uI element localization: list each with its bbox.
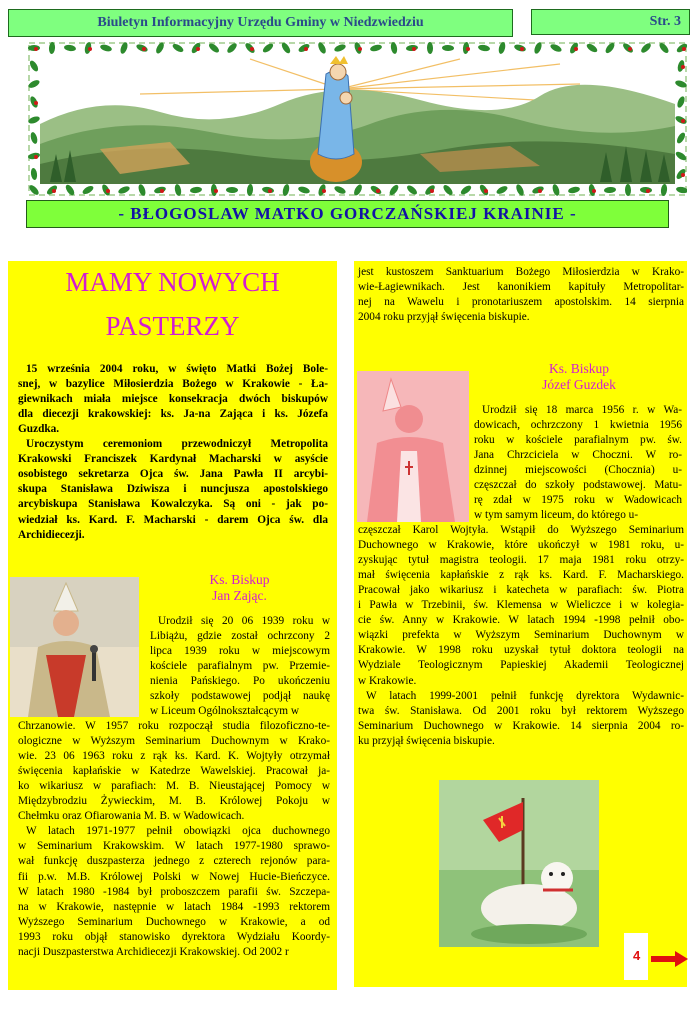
text-line: 1993 roku objął stanowisko dyrektora Wydziału Koordy-	[18, 930, 330, 943]
text-line: wie-Łagiewnikach. Jest kanonikiem kapituły Metropolitar-	[358, 281, 684, 294]
text-line: dla diecezji krakowskiej: ks. Ja-na Zająca i ks. Józefa	[18, 408, 328, 421]
text-line: wiedział ks. Kard. F. Macharski - darem Ojca św. dla	[18, 513, 328, 526]
text-line: Krakowski Franciszek Kardynał Macharski w asyście	[18, 453, 328, 466]
text-line: jest kustoszem Sanktuarium Bożego Miłosierdzia w Krako-	[358, 266, 684, 278]
text-line: nej na Wawelu i pronotariuszem apostolskim. 14 sierpnia	[358, 296, 684, 309]
text-line: wie. 23 06 1963 roku z rąk ks. Kard. K. Wojtyły otrzymał	[18, 750, 330, 763]
text-line: W latach 1980 -1984 był proboszczem parafii św. Szczepa-	[18, 885, 330, 898]
text-line: W latach 1999-2001 pełnił funkcję dyrektora Wydawnic-	[366, 689, 684, 702]
text-line: kościele parafialnym pw. Przemie-	[150, 660, 330, 673]
text-line: arcybiskupa Stanisława Kowalczyka. Są oni - jak po-	[18, 498, 328, 511]
article-column-right	[354, 261, 687, 987]
text-line: nacji Duszpasterstwa Archidiecezji Krakowskiej. Od 2002 r	[18, 945, 289, 958]
text-line: Chrzanowie. W 1957 roku rozpoczął studia filozoficzno-te-	[18, 720, 330, 732]
text-line: skupa Stanisława Dziwisza i nuncjusza apostolskiego	[18, 483, 328, 496]
text-line: Chełmku oraz Ofiarowania M. B. w Wadowicach.	[18, 810, 245, 823]
text-line: Libiążu, gdzie został ochrzcony 2	[150, 630, 330, 643]
text-line: dzinnej miejscowości (Chocznia) u-	[474, 464, 682, 477]
text-line: rę zdał w 1975 roku w Wadowicach	[474, 494, 682, 507]
text-line: mał święcenia kapłańskie z rąk ks. Kard. F. Macharskiego.	[358, 569, 684, 582]
article-column-left	[8, 261, 337, 990]
text-line: Wydziale Teologicznym Papieskiej Akademii Teologicznej	[358, 659, 684, 672]
text-line: ko wikariusz w parafiach: M. B. Nieustającej Pomocy w	[18, 780, 330, 793]
text-line: ologiczne w Wyższym Seminarium Duchownym w Krako-	[18, 735, 330, 748]
banner-illustration	[28, 42, 687, 196]
text-line: 15 września 2004 roku, w święto Matki Bożej Bole-	[26, 363, 328, 375]
text-line: Urodził się 18 marca 1956 r. w Wa-	[482, 404, 682, 416]
bishop2-name-line2: Józef Guzdek	[542, 377, 616, 392]
text-line: wał funkcję duszpasterza jednego z czterech rejonów para-	[18, 855, 330, 868]
text-line: szkoły podstawowej podjął naukę	[150, 690, 330, 703]
bishop-photo-icon	[357, 371, 469, 522]
text-line: Duchownego w Krakowie, które ukończył w 1981 roku, u-	[358, 539, 684, 552]
page-label: Str. 3	[531, 9, 690, 35]
text-line: twa św. Stanisława. Od 2001 roku był rektorem Wyższego	[358, 704, 684, 717]
text-line: Wyższego Seminarium Duchownego w Krakowie, a od	[18, 915, 330, 928]
text-line: ku przyjął święcenia biskupie.	[358, 734, 495, 747]
text-line: Międzybrodziu Żywieckim, M. B. Królowej Pokoju w	[18, 795, 330, 808]
bishop2-name-line1: Ks. Biskup	[548, 361, 609, 376]
text-line: Jana Chrzciciela w Choczni. W ro-	[474, 449, 682, 462]
text-line: W latach 1971-1977 pełnił obowiązki ojca duchownego	[26, 825, 330, 838]
text-line: w tym samym liceum, do którego u-	[474, 509, 639, 522]
text-line: Guzdka.	[18, 423, 60, 436]
text-line: święcenia kapłańskie w Katedrze Wawelskiej. Pracował ja-	[18, 765, 330, 778]
text-line: cie św. Anny w Krakowie. W latach 1994 -1998 pełnił obo-	[358, 614, 684, 627]
arrow-right-icon[interactable]	[651, 951, 689, 967]
page-number[interactable]: 4	[633, 948, 641, 963]
text-line: Pracował jako wikariusz i katecheta w parafiach: św. Piotra	[358, 584, 684, 597]
bishop1-name-line1: Ks. Biskup	[209, 572, 270, 587]
article-title-line1: MAMY NOWYCH	[65, 267, 280, 297]
text-line: roku w kościele parafialnym pw. św.	[474, 434, 682, 447]
text-line: na w Krakowie, następnie w latach 1984 -1993 rektorem	[18, 900, 330, 913]
motto-banner: - BŁOGOSLAW MATKO GORCZAŃSKIEJ KRAINIE -	[26, 200, 669, 228]
text-line: zyskując tytuł magistra teologii. 17 maja 1981 roku otrzy-	[358, 554, 684, 567]
text-line: w Krakowie.	[358, 674, 417, 687]
text-line: Uroczystym ceremoniom przewodniczył Metropolita	[26, 438, 328, 451]
text-line: fii p.w. M.B. Królowej Polski w Nowej Hucie-Bieńczyce.	[18, 870, 330, 883]
text-line: częszczał Karol Wojtyła. Wstąpił do Wyższego Seminarium	[358, 524, 684, 536]
bishop1-name-line2: Jan Zając.	[212, 588, 267, 603]
text-line: Archidiecezji.	[18, 528, 85, 541]
text-line: giewnikach miała miejsce konsekracja dwóch biskupów	[18, 393, 328, 406]
text-line: Seminarium Duchownego w Krakowie. 14 sierpnia 2004 ro-	[358, 719, 684, 732]
madonna-landscape-illustration	[40, 54, 675, 184]
text-line: lipca 1939 roku w miejscowym	[150, 645, 330, 658]
text-line: w Seminarium Krakowskim. W latach 1977-1980 sprawo-	[18, 840, 330, 853]
article-title-line2: PASTERZY	[105, 311, 240, 341]
text-line: częszczał do szkoły podstawowej. Matu-	[474, 479, 682, 492]
text-line: i Pawła w Trzebinii, św. Klemensa w Wieliczce i w kolegia-	[358, 599, 684, 612]
easter-lamb-icon	[439, 780, 599, 947]
bulletin-title: Biuletyn Informacyjny Urzędu Gminy w Niedzwiedziu	[8, 9, 513, 37]
text-line: 2004 roku przyjął święcenia biskupie.	[358, 311, 530, 324]
text-line: w Liceum Ogólnokształcącym w	[150, 705, 300, 718]
text-line: snej, w bazylice Miłosierdzia Bożego w Krakowie - Ła-	[18, 378, 328, 391]
text-line: Urodził się 20 06 1939 roku w	[158, 615, 330, 627]
bishop-photo-icon	[10, 577, 139, 717]
text-line: wiązki prefekta w Wyższym Seminarium Duchownym w	[358, 629, 684, 642]
text-line: nienia Pańskiego. Po ukończeniu	[150, 675, 330, 688]
text-line: Krakowie. W 1998 roku uzyskał tytuł doktora teologii na	[358, 644, 684, 657]
text-line: dowicach, ochrzczony 1 kwietnia 1956	[474, 419, 682, 432]
text-line: osobistego sekretarza Ojca św. Jana Pawła II arcybi-	[18, 468, 328, 481]
